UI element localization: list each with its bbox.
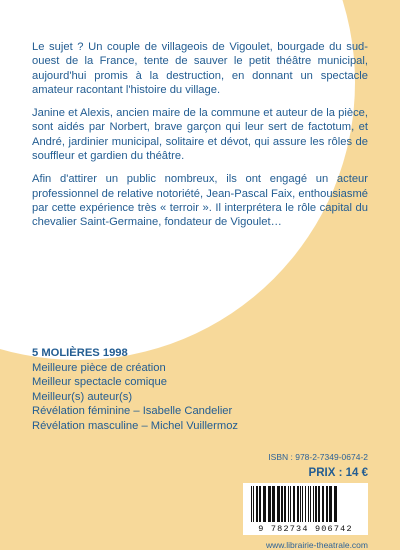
award-item: Meilleur(s) auteur(s) bbox=[32, 390, 133, 403]
back-cover-blurb bbox=[32, 40, 368, 239]
award-item: Révélation féminine – Isabelle Candelier bbox=[32, 405, 233, 418]
website-link[interactable]: www.librairie-theatrale.com bbox=[265, 540, 368, 550]
barcode-bars bbox=[243, 483, 368, 525]
isbn-label: ISBN : 978-2-7349-0674-2 bbox=[268, 452, 368, 462]
awards-section bbox=[32, 346, 238, 434]
price-label: PRIX : 14 € bbox=[308, 467, 368, 479]
awards-title: 5 MOLIÈRES 1998 bbox=[32, 347, 128, 359]
blurb-paragraph-3: Afin d'attirer un public nombreux, ils ont engagé un acteur professionnel de relative notoriété, Jean-Pascal Faix, enthousiasmé par cette expérience très « terroir ». Il interprétera le rôle capital du chevalier Saint-Germaine, fondateur de Vigoulet… bbox=[32, 173, 368, 229]
awards-list bbox=[32, 361, 238, 434]
blurb-paragraph-2: Janine et Alexis, ancien maire de la commune et auteur de la pièce, sont aidés par Norbert, brave garçon qui leur sert de factotum, et André, jardinier municipal, solitaire et dévot, qui assure les rôles de souffleur et gardien du théâtre. bbox=[32, 107, 368, 163]
blurb-paragraph-1: Le sujet ? Un couple de villageois de Vigoulet, bourgade du sud-ouest de la France, tente de sauver le petit théâtre municipal, aujourd'hui promis à la destruction, en donnant un spectacle amateur racontant l'histoire du village. bbox=[32, 41, 368, 96]
award-item: Meilleur spectacle comique bbox=[32, 376, 167, 389]
award-item: Meilleure pièce de création bbox=[32, 361, 166, 374]
award-item: Révélation masculine – Michel Vuillermoz bbox=[32, 419, 239, 432]
barcode bbox=[243, 483, 368, 535]
barcode-digits: 9 782734 906742 bbox=[258, 524, 353, 534]
